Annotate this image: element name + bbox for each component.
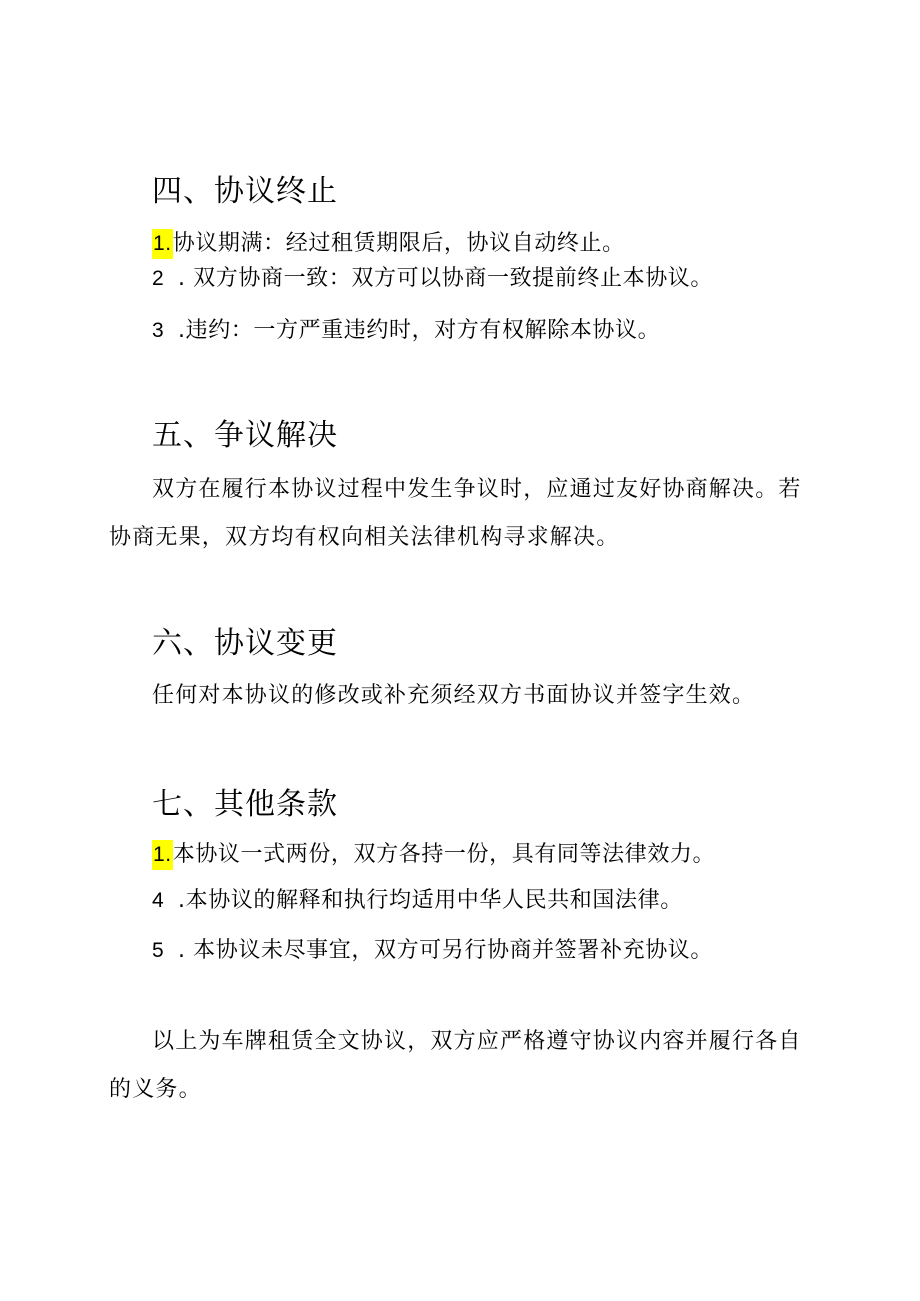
closing-paragraph-line-1: 以上为车牌租赁全文协议，双方应严格遵守协议内容并履行各自 bbox=[152, 1029, 802, 1054]
amendment-paragraph: 任何对本协议的修改或补充须经双方书面协议并签字生效。 bbox=[152, 683, 756, 708]
item-text: 本协议一式两份，双方各持一份，具有同等法律效力。 bbox=[172, 842, 716, 867]
item-text: .本协议的解释和执行均适用中华人民共和国法律。 bbox=[178, 888, 683, 913]
item-number: 3 bbox=[152, 319, 165, 342]
item-text: . 本协议未尽事宜，双方可另行协商并签署补充协议。 bbox=[178, 938, 713, 963]
section-heading-termination: 四、协议终止 bbox=[152, 174, 338, 209]
other-terms-item-3 bbox=[152, 936, 713, 966]
other-terms-item-1 bbox=[152, 840, 715, 870]
item-number: 4 bbox=[152, 889, 165, 912]
item-number: 2 bbox=[152, 267, 165, 290]
item-text: .违约：一方严重违约时，对方有权解除本协议。 bbox=[178, 318, 661, 343]
termination-item-1 bbox=[152, 229, 625, 259]
item-text: . 双方协商一致：双方可以协商一致提前终止本协议。 bbox=[178, 266, 713, 291]
item-number: 5 bbox=[152, 939, 165, 962]
dispute-paragraph-line-2: 协商无果，双方均有权向相关法律机构寻求解决。 bbox=[109, 525, 620, 550]
section-heading-other-terms: 七、其他条款 bbox=[152, 787, 338, 822]
section-heading-amendment: 六、协议变更 bbox=[152, 626, 338, 661]
item-text: 协议期满：经过租赁期限后，协议自动终止。 bbox=[172, 231, 625, 256]
closing-paragraph-line-2: 的义务。 bbox=[109, 1077, 202, 1102]
termination-item-2 bbox=[152, 264, 713, 294]
dispute-paragraph-line-1: 双方在履行本协议过程中发生争议时，应通过友好协商解决。若 bbox=[152, 477, 802, 502]
item-number-highlighted: 1. bbox=[152, 229, 173, 259]
termination-item-3 bbox=[152, 316, 660, 346]
section-heading-dispute: 五、争议解决 bbox=[152, 418, 338, 453]
item-number-highlighted: 1. bbox=[152, 840, 173, 870]
other-terms-item-2 bbox=[152, 886, 683, 916]
